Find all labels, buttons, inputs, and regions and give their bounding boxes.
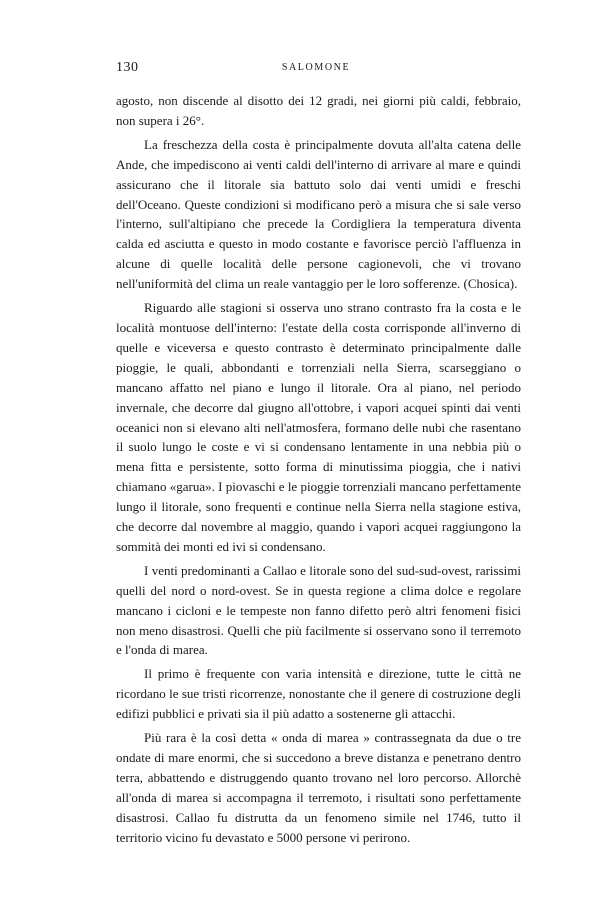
paragraph-seasons: Riguardo alle stagioni si osserva uno strano contrasto fra la costa e le località montuose dell'interno: l'estate della costa corrisponde all'inverno di quelle e viceversa e questo contrasto è determinato principalmente dalle pioggie, le quali, abbondanti e torrenziali nella Sierra, scarseggiano o mancano affatto nel piano e lungo il litorale. Ora al piano, nel periodo invernale, che decorre dal giugno all'ottobre, i vapori acquei spinti dai venti oceanici non si elevano alti nell'atmosfera, formano delle nubi che rasentano il suolo lungo le coste e vi si condensano lentamente in una nebbia più o mena fitta e persistente, sotto forma di minutissima pioggia, che i nativi chiamano «garua». I piovaschi e le pioggie torrenziali mancano perfettamente lungo il litorale, sono frequenti e continue nella Sierra nella stagione estiva, che decorre dal novembre al maggio, quando i vapori acquei raggiungono la sommità dei monti ed ivi si condensano. — [116, 300, 521, 554]
paragraph-earthquakes: Il primo è frequente con varia intensità e direzione, tutte le città ne ricordano le sue tristi ricorrenze, nonostante che il genere di costruzione degli edifizi pubblici e privati sia il più adatto a sostenerne gli attacchi. — [116, 666, 521, 722]
paragraph-continuation: agosto, non discende al disotto dei 12 gradi, nei giorni più caldi, febbraio, non supera i 26°. — [116, 93, 521, 128]
paragraph-tidal-wave: Più rara è la così detta « onda di marea » contrassegnata da due o tre ondate di mare enormi, che si succedono a breve distanza e penetrano dentro terra, abbattendo e distruggendo quanto trovano nel loro percorso. Allorchè all'onda di marea si accompagna il terremoto, i risultati sono perfettamente disastrosi. Callao fu distrutta da un fenomeno simile nel 1746, tutto il territorio vicino fu devastato e 5000 persone vi perirono. — [116, 730, 521, 845]
body-text — [116, 91, 521, 848]
paragraph-coast-freshness: La freschezza della costa è principalmente dovuta all'alta catena delle Ande, che impediscono ai venti caldi dell'interno di arrivare al mare e quindi assicurano che il litorale sia battuto solo dai venti umidi e freschi dell'Oceano. Queste condizioni si modificano però a misura che si sale verso l'interno, sull'altipiano che precede la Cordigliera la temperatura diventa calda ed asciutta e questo in modo costante e favorisce perciò l'affluenza in alcune di quelle località delle persone cagionevoli, che vi trovano nell'uniformità del clima un reale vantaggio per le loro sofferenze. (Chosica). — [116, 136, 521, 292]
running-head: SALOMONE — [281, 62, 351, 73]
page-number: 130 — [116, 60, 139, 75]
paragraph-winds: I venti predominanti a Callao e litorale sono del sud-sud-ovest, rarissimi quelli del nord o nord-ovest. Se in questa regione a clima dolce e regolare mancano i cicloni e le tempeste non fanno difetto però altri fenomeni fisici non meno disastrosi. Quelli che più facilmente si osservano sono il terremoto e l'onda di marea. — [116, 562, 521, 658]
page-header — [116, 60, 516, 80]
